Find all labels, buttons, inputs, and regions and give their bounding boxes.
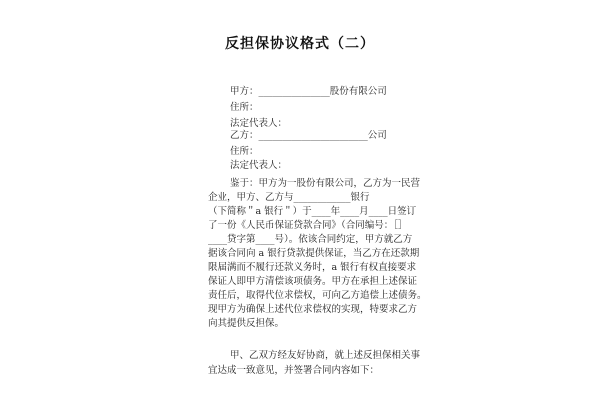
- body-line: 现甲方为确保上述代位求偿权的实现，特要求乙方: [208, 304, 418, 315]
- body-line: 了一份《人民币保证贷款合同》（合同编号：［］: [208, 220, 408, 231]
- body-line: 据该合同向 a 银行贷款提供保证，当乙方在还款期: [208, 248, 420, 259]
- body-line: 企业，甲方、乙方与____________银行: [208, 192, 370, 203]
- body-line: ____贷字第____号）。依该合同约定，甲方就乙方: [208, 234, 413, 245]
- closing-line: 甲、乙双方经友好协商，就上述反担保相关事: [230, 350, 421, 361]
- party-a-address: 住所：: [230, 102, 259, 113]
- party-b-representative: 法定代表人：: [230, 160, 288, 171]
- body-line: 鉴于：甲方为一股份有限公司，乙方为一民营: [230, 178, 421, 189]
- body-line: 向其提供反担保。: [208, 318, 285, 329]
- body-line: 责任后，取得代位求偿权，可向乙方追偿上述债务。: [208, 290, 427, 301]
- party-a-representative: 法定代表人：: [230, 118, 288, 129]
- closing-line: 宜达成一致意见，并签署合同内容如下：: [208, 365, 380, 376]
- party-b-address: 住所：: [230, 146, 259, 157]
- body-line: （下简称＂a 银行＂）于____年____月____日签订: [208, 206, 417, 217]
- party-b-name: 乙方：_______________________公司: [230, 130, 387, 141]
- body-line: 限届满而不履行还款义务时，a 银行有权直接要求: [208, 262, 417, 273]
- party-a-name: 甲方：_______________股份有限公司: [230, 86, 387, 97]
- document-title: 反担保协议格式（二）: [225, 36, 375, 52]
- body-line: 保证人即甲方清偿该项债务。甲方在承担上述保证: [208, 276, 418, 287]
